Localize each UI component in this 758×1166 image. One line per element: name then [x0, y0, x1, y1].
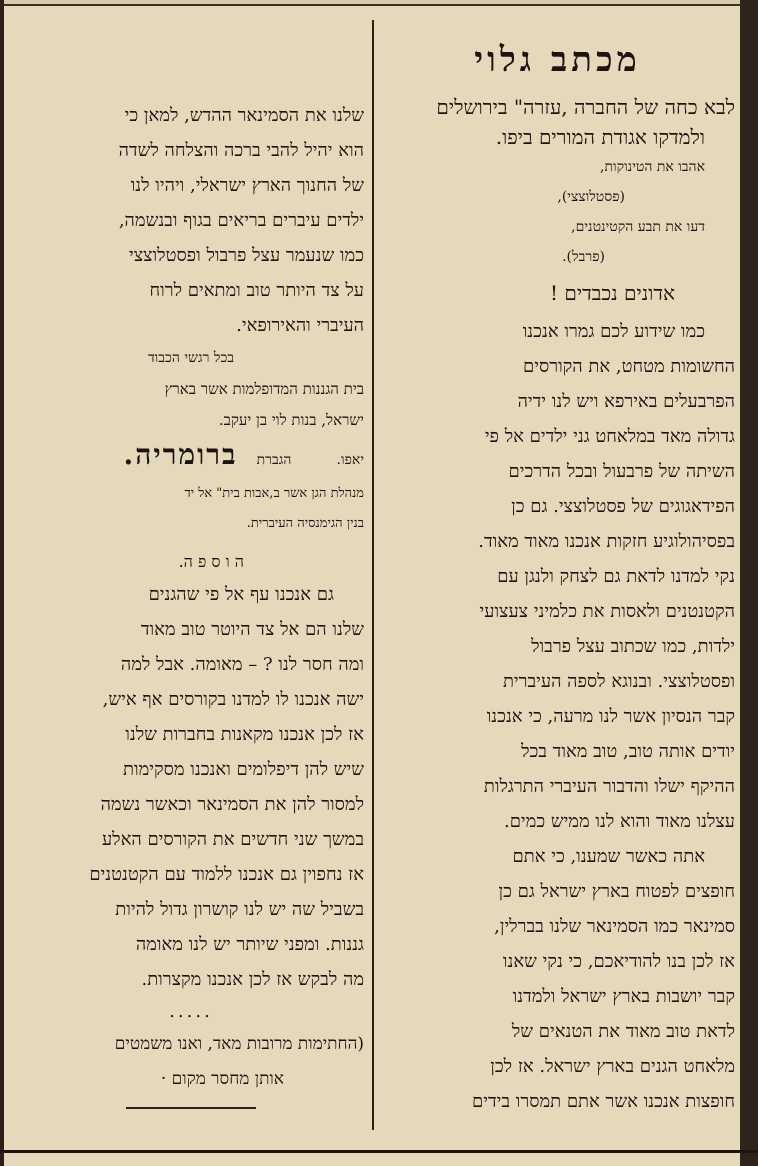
text-line: אז נחפוין גם אנכנו ללמוד עם הקטנטנים — [89, 864, 364, 885]
signature-intro: בכל רגשי הכבוד — [147, 350, 235, 366]
page-top-rule — [0, 4, 758, 6]
text-line: הוא יהיל להבי ברכה והצלחה לשדה — [118, 140, 364, 161]
closing-rule — [126, 1107, 256, 1109]
text-line: ומה חסר לנו ? – מאומה. אבל למה — [120, 654, 364, 675]
signature-line: ישראל, בנות לוי בן יעקב. — [218, 411, 364, 429]
editorial-note-line: אותן מחסר מקום · — [160, 1069, 284, 1089]
text-line: גננות. ומפני שיותר יש לנו מאומה — [135, 934, 364, 955]
address-line: ולמדקו אגודת המורים ביפו. — [495, 125, 705, 149]
text-line: ופסטלוצצי. ובנוגא לספה העיברית — [502, 671, 735, 692]
ellipsis-separator: ..... — [169, 1001, 213, 1022]
address-line: לבא כחה של החברה ,עזרה" בירושלים — [436, 95, 735, 119]
editorial-note-line: (החתימות מרובות מאד, ואנו משמטים — [114, 1034, 364, 1054]
signature-detail: מנהלת הגן אשר ב,אבות בית" אל יד — [184, 486, 364, 501]
text-line: נקי למדנו לדאת גם לצחק ולנגן עם — [497, 566, 735, 587]
text-line: הפרבעלים באירפא ויש לנו ידיה — [517, 391, 735, 412]
text-line: חופצים לפטוח בארץ ישראל גם כן — [498, 881, 735, 902]
text-line: אז לכן אנכנו מקאנות בחברות שלנו — [125, 724, 364, 745]
text-line: ילדים עיברים בריאים בגוף ובנשמה, — [118, 210, 364, 231]
text-line: גם אנכנו עף אל פי שהגנים — [148, 584, 334, 605]
text-line: קבר הנסיון אשר לנו מרעה, כי אנכנו — [486, 706, 735, 727]
right-column — [380, 40, 735, 1119]
column-divider — [372, 20, 374, 1130]
text-line: שלנו הם אל צד היוטר טוב מאוד — [140, 619, 364, 640]
text-line: ההיקף ישלו והדבור העיברי התרגלות — [483, 776, 735, 797]
motto-line: דעו את תבע הקטינטנים, — [571, 219, 705, 235]
text-line: מה לבקש אז לכן אנכנו מקצרות. — [141, 969, 364, 990]
text-line: שלנו את הסמינאר ההדש, למאן כי — [124, 105, 364, 126]
text-line: הקטנטנים ולאסות את כלמיני צעצועי — [479, 601, 735, 622]
text-line: חופצות אנכנו אשר אתם תמסרו בידים — [472, 1091, 735, 1112]
text-line: ישה אנכנו לו למדנו בקורסים אף איש, — [102, 689, 364, 710]
left-column — [18, 98, 364, 1109]
text-line: לדאת טוב מאוד את הטנאים של — [511, 1021, 735, 1042]
signature-place: יאפו. — [336, 452, 364, 468]
text-line: גדולה מאד במלאחט גני ילדים אל פי — [484, 426, 735, 447]
text-line: כמו שידוע לכם גמרו אנכנו — [522, 321, 705, 342]
text-line: מלאחט הגנים בארץ ישראל. אז לכן — [490, 1056, 735, 1077]
text-line: אז לכן בנו להודיאכם, כי נקי שאנו — [502, 951, 735, 972]
text-line: יודים אותה טוב, טוב מאוד בכל — [521, 741, 735, 762]
signature-line: בית הגננות המדופלמות אשר בארץ — [164, 380, 364, 398]
text-line: בשביל שה יש לנו קושרון גדול להיות — [115, 899, 364, 920]
motto-attribution: (פרבל). — [562, 249, 605, 265]
text-line: בפסיהולוגיע חזקות אנכנו מאוד מאוד. — [478, 531, 735, 552]
signature-name: ברומריה. — [123, 438, 238, 471]
text-line: אתה כאשר שמענו, כי אתם — [512, 846, 705, 867]
page-right-edge — [740, 0, 758, 1166]
motto-attribution: (פסטלוצצי), — [557, 189, 625, 205]
text-line: העיברי והאירופאי. — [236, 315, 364, 336]
text-line: למסור להן את הסמינאר וכאשר נשמה — [100, 794, 364, 815]
text-line: כמו שנעמר עצל פרבול ופסטלוצצי — [128, 245, 364, 266]
text-line: השיתה של פרבעול ובכל הדרכים — [508, 461, 735, 482]
page-bottom-rule — [0, 1150, 758, 1153]
text-line: עצלנו מאוד והוא לנו ממיש כמים. — [503, 811, 735, 832]
text-line: קבר יושבות בארץ ישראל ולמדנו — [512, 986, 735, 1007]
text-line: על צד היותר טוב ומתאים לרוח — [149, 280, 364, 301]
addendum-title: ה ו ס פ ה. — [178, 552, 244, 571]
motto-line: אהבו את הטינוקות, — [600, 159, 705, 175]
text-line: הפידאגוגים של פסטלוצצי. גם כן — [511, 496, 735, 517]
text-line: במשך שני חדשים את הקורסים האלע — [101, 829, 364, 850]
signature-label: הגברת — [256, 452, 292, 468]
text-line: של החנוך הארץ ישראלי, ויהיו לנו — [130, 175, 364, 196]
article-title: מכתב גלוי — [474, 40, 641, 80]
text-line: החשומות מטחט, את הקורסים — [523, 356, 735, 377]
text-line: סמינאר כמו הסמינאר שלנו בברלין, — [494, 916, 735, 937]
signature-detail: בנין הגימנסיה העיברית. — [246, 516, 364, 531]
signature-row — [18, 435, 364, 479]
salutation: אדונים נכבדים ! — [550, 281, 675, 305]
page-left-edge — [0, 0, 4, 1166]
text-line: שיש להן דיפלומים ואנכנו מסקימות — [123, 759, 364, 780]
text-line: ילדות, כמו שכתוב עצל פרבול — [531, 636, 735, 657]
